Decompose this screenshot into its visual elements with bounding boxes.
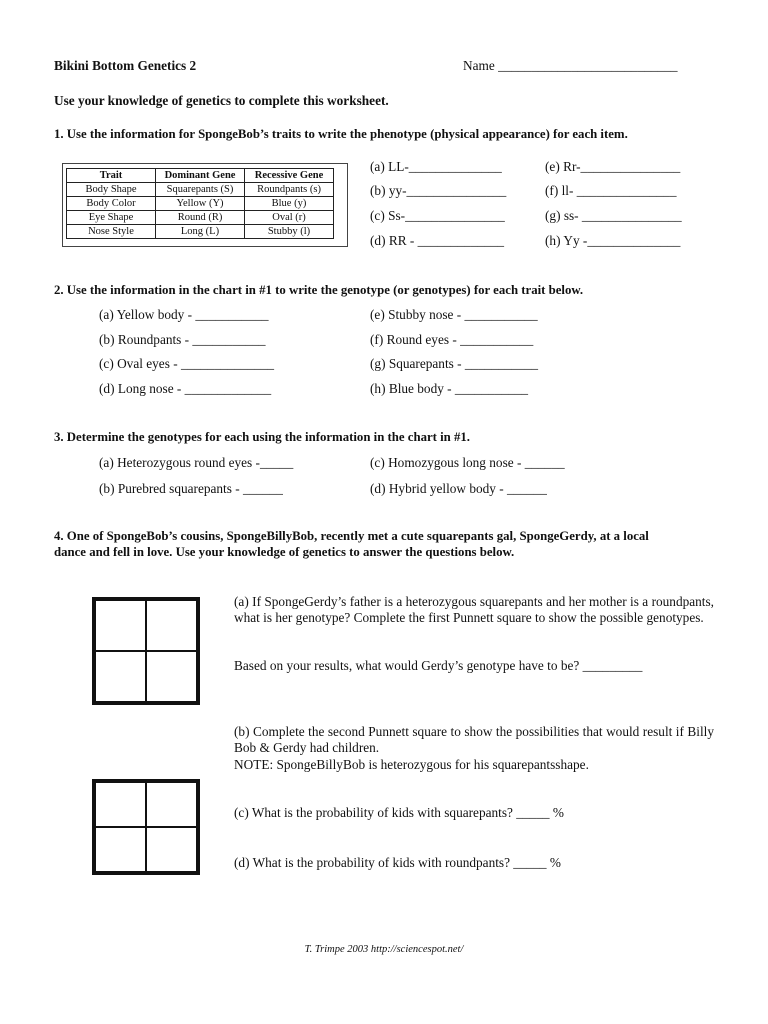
table-row	[67, 225, 334, 239]
q2-item-c[interactable]: (c) Oval eyes - ______________	[99, 356, 275, 371]
col-header: Recessive Gene	[245, 169, 334, 183]
punnett-square-2[interactable]	[92, 779, 200, 875]
cell: Nose Style	[67, 225, 156, 239]
q3-item-b[interactable]: (b) Purebred squarepants - ______	[99, 481, 283, 496]
q2-item-a[interactable]: (a) Yellow body - ___________	[99, 307, 269, 322]
table-row	[67, 211, 334, 225]
q1-item-b[interactable]: (b) yy-_______________	[370, 183, 507, 198]
q2-item-g[interactable]: (g) Squarepants - ___________	[370, 356, 539, 371]
q4-part-b: (b) Complete the second Punnett square to show the possibilities that would result if Billy Bob & Gerdy had children.	[234, 724, 714, 755]
q4-part-a: (a) If SpongeGerdy’s father is a heterozygous squarepants and her mother is a roundpants, what is her genotype? Complete the first Punnett square to show the possible genotypes.	[234, 594, 714, 625]
cell: Round (R)	[156, 211, 245, 225]
cell: Blue (y)	[245, 197, 334, 211]
cell: Squarepants (S)	[156, 183, 245, 197]
q4-part-b-note: NOTE: SpongeBillyBob is heterozygous for his squarepantsshape.	[234, 757, 589, 772]
q1-item-f[interactable]: (f) ll- _______________	[545, 183, 677, 198]
q2-item-d[interactable]: (d) Long nose - _____________	[99, 381, 272, 396]
q1-item-a[interactable]: (a) LL-______________	[370, 159, 502, 174]
q4-part-d[interactable]: (d) What is the probability of kids with roundpants? _____ %	[234, 855, 561, 870]
cell: Eye Shape	[67, 211, 156, 225]
intro-text: Use your knowledge of genetics to complete this worksheet.	[54, 93, 389, 108]
table-row	[67, 197, 334, 211]
cell: Stubby (l)	[245, 225, 334, 239]
q2-item-e[interactable]: (e) Stubby nose - ___________	[370, 307, 538, 322]
q1-prompt: 1. Use the information for SpongeBob’s traits to write the phenotype (physical appearance) for each item.	[54, 127, 628, 141]
footer-credit: T. Trimpe 2003 http://sciencespot.net/	[304, 944, 464, 955]
col-header: Trait	[67, 169, 156, 183]
q4-prompt-line2: dance and fell in love. Use your knowledge of genetics to answer the questions below.	[54, 545, 515, 559]
q2-prompt: 2. Use the information in the chart in #1 to write the genotype (or genotypes) for each trait below.	[54, 283, 584, 297]
q1-item-g[interactable]: (g) ss- _______________	[545, 208, 682, 223]
cell: Yellow (Y)	[156, 197, 245, 211]
q4-prompt-line1: 4. One of SpongeBob’s cousins, SpongeBillyBob, recently met a cute squarepants gal, SpongeGerdy, at a local	[54, 529, 649, 543]
q2-item-f[interactable]: (f) Round eyes - ___________	[370, 332, 534, 347]
cell: Oval (r)	[245, 211, 334, 225]
punnett-square-1[interactable]	[92, 597, 200, 705]
name-field[interactable]: Name ___________________________	[463, 58, 678, 73]
q3-item-c[interactable]: (c) Homozygous long nose - ______	[370, 455, 565, 470]
cell: Roundpants (s)	[245, 183, 334, 197]
col-header: Dominant Gene	[156, 169, 245, 183]
q1-item-e[interactable]: (e) Rr-_______________	[545, 159, 681, 174]
q4-part-c[interactable]: (c) What is the probability of kids with squarepants? _____ %	[234, 805, 564, 820]
q1-item-c[interactable]: (c) Ss-_______________	[370, 208, 505, 223]
table-row	[67, 183, 334, 197]
trait-table	[66, 168, 334, 239]
q3-item-d[interactable]: (d) Hybrid yellow body - ______	[370, 481, 547, 496]
q2-item-b[interactable]: (b) Roundpants - ___________	[99, 332, 266, 347]
q3-prompt: 3. Determine the genotypes for each using the information in the chart in #1.	[54, 430, 470, 444]
worksheet-title: Bikini Bottom Genetics 2	[54, 58, 197, 73]
q3-item-a[interactable]: (a) Heterozygous round eyes -_____	[99, 455, 294, 470]
cell: Long (L)	[156, 225, 245, 239]
cell: Body Shape	[67, 183, 156, 197]
q1-item-d[interactable]: (d) RR - _____________	[370, 233, 505, 248]
cell: Body Color	[67, 197, 156, 211]
q4-part-a-based[interactable]: Based on your results, what would Gerdy’s genotype have to be? _________	[234, 658, 643, 673]
q2-item-h[interactable]: (h) Blue body - ___________	[370, 381, 529, 396]
q1-item-h[interactable]: (h) Yy -______________	[545, 233, 681, 248]
